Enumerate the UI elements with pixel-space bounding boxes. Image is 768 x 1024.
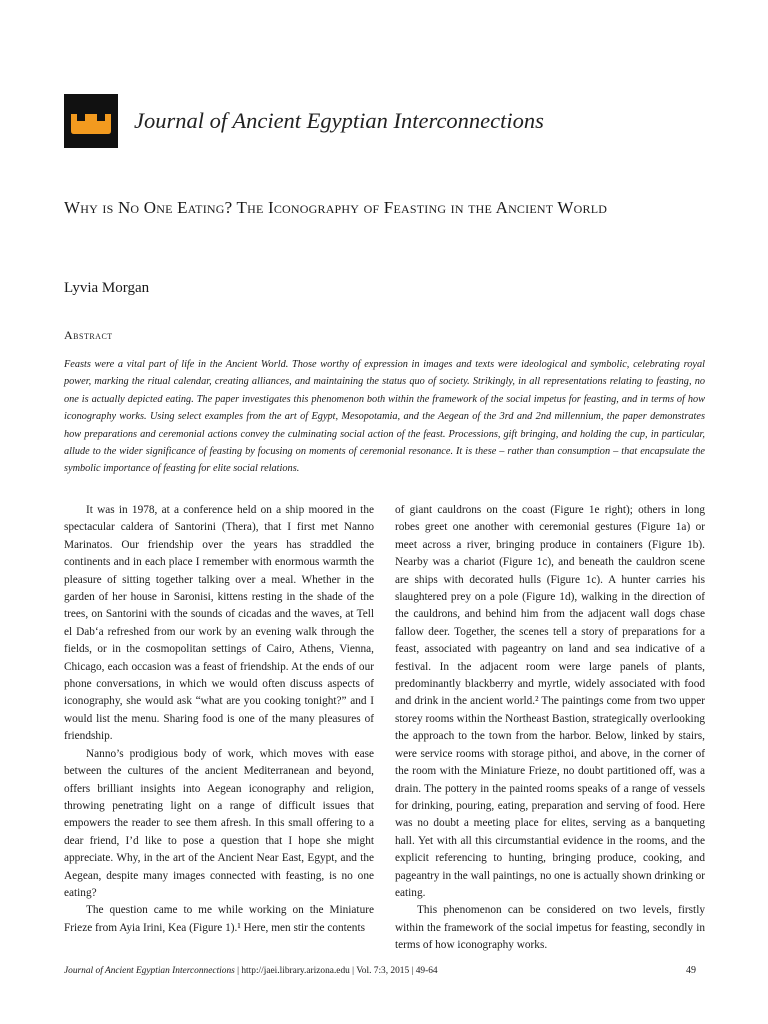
right-column	[395, 502, 705, 952]
paragraph: This phenomenon can be considered on two levels, firstly within the framework of the social impetus for feasting, secondly in terms of how iconography works.	[395, 904, 705, 952]
journal-logo	[64, 94, 118, 148]
paragraph: Nanno’s prodigious body of work, which moves with ease between the cultures of the ancient Mediterranean and beyond, offers brilliant insights into Aegean iconography and religion, throwing penetrating light on a range of difficult issues that empowers the reader to see them afresh. In this small offering to a dear friend, I’d like to pose a question that I hope she might appreciate. Why, in the art of the Ancient Near East, Egypt, and the Aegean, despite many images connected with feasting, is no one eating?	[64, 747, 374, 899]
paper-title: Why is No One Eating? The Iconography of Feasting in the Ancient World	[64, 198, 608, 217]
abstract-heading: Abstract	[64, 328, 113, 342]
footer-journal: Journal of Ancient Egyptian Interconnections	[64, 966, 235, 976]
footer-details: | http://jaei.library.arizona.edu | Vol. 7:3, 2015 | 49-64	[234, 966, 438, 976]
journal-title: Journal of Ancient Egyptian Interconnections	[134, 108, 544, 133]
crown-logo-icon	[64, 94, 118, 148]
left-column	[64, 502, 374, 934]
author-name: Lyvia Morgan	[64, 280, 150, 296]
body-columns	[64, 502, 705, 952]
abstract-text: Feasts were a vital part of life in the Ancient World. Those worthy of expression in images and texts were ideological and symbolic, celebrating royal power, marking the ritual calendar, creating alliances, and maintaining the status quo of society. Strikingly, in all representations relating to feasting, no one is actually depicted eating. The paper investigates this phenomenon both within the framework of the social impetus for feasting, and in terms of how iconography works. Using select examples from the art of Egypt, Mesopotamia, and the Aegean of the 3rd and 2nd millennium, the paper demonstrates how preparations and ceremonial actions convey the culminating social action of the feast. Processions, gift bringing, and holding the cup, in particular, allude to the wider significance of feasting by focusing on moments of ceremonial resonance. It is these – rather than consumption – that encapsulate the symbolic importance of feasting for elite social relations.	[64, 359, 705, 475]
footer-citation	[64, 966, 438, 976]
paragraph: of giant cauldrons on the coast (Figure 1e right); others in long robes greet one another with ceremonial gestures (Figure 1a) or meet across a river, bringing produce in containers (Figure 1b). Nearby was a chariot (Figure 1c), and beneath the cauldron scene are ships with decorated hulls (Figure 1c). A hunter carries his slaughtered prey on a pole (Figure 1d), walking in the direction of the cauldrons, and behind him from the adjacent wall dogs chase fallow deer. Together, the scenes tell a story of preparations for a feast, associated with pageantry on land and sea indicative of a festival. In the adjacent room were large panels of plants, predominantly blackberry and myrtle, widely associated with food and drink in the ancient world.² The paintings come from two upper storey rooms within the Northeast Bastion, strategically overlooking the approach to the town from the harbor. Below, linked by stairs, were service rooms with storage pithoi, and above, in the corner of the room with the Miniature Frieze, no doubt partitioned off, was a drain. The pottery in the painted rooms speaks of a range of vessels for drinking, pouring, eating, preparation and serving of food. Here was no doubt a meeting place for elites, serving as a banqueting hall. Yet with all this circumstantial evidence in the rooms, and the explicit referencing to hunting, bringing produce, cooking, and pageantry in the wall paintings, no one is actually shown drinking or eating.	[395, 504, 705, 899]
paragraph: It was in 1978, at a conference held on a ship moored in the spectacular caldera of Santorini (Thera), that I first met Nanno Marinatos. Our friendship over the years has straddled the continents and in each place I remember with enormous warmth the pleasure of sitting together talking over a meal. Whether in the garden of her house in Saronisi, kittens resting in the shade of the trees, on Santorini with the sounds of cicadas and the waves, at Tell el Dab‘a refreshed from our work by an evening walk through the fields, or in the cosmopolitan settings of Cairo, Athens, Vienna, Chicago, each occasion was a feast of friendship. At the ends of our phone conversations, in which we would often discuss aspects of iconography, she would ask “what are you cooking tonight?” and I would list the menu. Sharing food is one of the many pleasures of friendship.	[64, 504, 374, 743]
paragraph: The question came to me while working on the Miniature Frieze from Ayia Irini, Kea (Figure 1).¹ Here, men stir the contents	[64, 904, 374, 934]
page-number: 49	[686, 965, 696, 976]
